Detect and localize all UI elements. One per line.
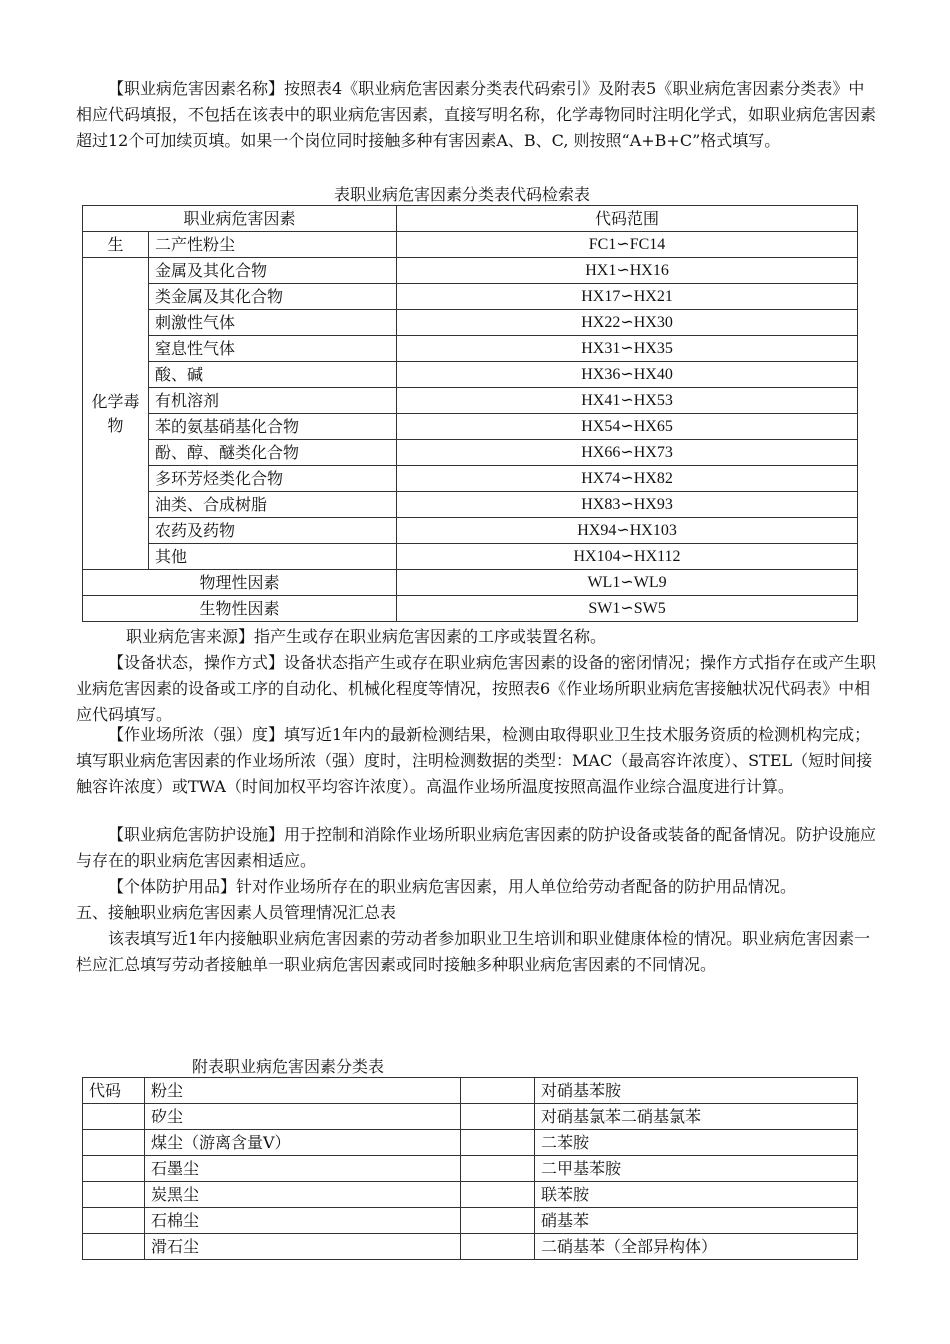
table-row (83, 544, 858, 570)
factor-name-cell: 油类、合成树脂 (149, 492, 397, 518)
header-factor: 职业病危害因素 (83, 206, 397, 232)
factor-name-cell: 类金属及其化合物 (149, 284, 397, 310)
table-row (83, 1208, 858, 1234)
table-row (83, 518, 858, 544)
factor-name-cell: 有机溶剂 (149, 388, 397, 414)
table-row (83, 1104, 858, 1130)
code-range-cell: HX36∽HX40 (397, 362, 858, 388)
header-code: 代码范围 (397, 206, 858, 232)
physical-factor-cell: 物理性因素 (83, 570, 397, 596)
classification-table (82, 1077, 858, 1260)
table-row (83, 440, 858, 466)
chem-group-label: 化学毒物 (91, 391, 140, 435)
factor-name-cell: 刺激性气体 (149, 310, 397, 336)
code-range-cell: HX41∽HX53 (397, 388, 858, 414)
blank-cell (461, 1104, 535, 1130)
paragraph-workplace-concentration: 【作业场所浓（强）度】填写近1年内的最新检测结果，检测由取得职业卫生技术服务资质的检测机构完成；填写职业病危害因素的作业场所浓（强）度时，注明检测数据的类型：MAC（最高容许浓度）、STEL（短时间接触容许浓度）或TWA（时间加权平均容许浓度）。高温作业场所温度按照高温作业综合温度进行计算。 (76, 725, 873, 796)
table-row (83, 414, 858, 440)
code-range-cell: HX74∽HX82 (397, 466, 858, 492)
table-row (83, 388, 858, 414)
code-range-cell: HX31∽HX35 (397, 336, 858, 362)
table-row (83, 362, 858, 388)
table1-caption: 表职业病危害因素分类表代码检索表 (334, 185, 591, 204)
code-range-cell: HX104∽HX112 (397, 544, 858, 570)
right-factor-cell: 二甲基苯胺 (535, 1156, 858, 1182)
code-range-cell: SW1∽SW5 (397, 596, 858, 622)
left-factor-cell: 炭黑尘 (145, 1182, 461, 1208)
factor-name-cell: 其他 (149, 544, 397, 570)
right-factor-cell: 二苯胺 (535, 1130, 858, 1156)
code-range-cell: HX17∽HX21 (397, 284, 858, 310)
code-range-cell: HX22∽HX30 (397, 310, 858, 336)
table-row (83, 336, 858, 362)
code-range-cell: HX1∽HX16 (397, 258, 858, 284)
factor-name-cell: 多环芳烃类化合物 (149, 466, 397, 492)
factor-name-cell: 农药及药物 (149, 518, 397, 544)
table-row (83, 466, 858, 492)
paragraph-summary-table: 该表填写近1年内接触职业病危害因素的劳动者参加职业卫生培训和职业健康体检的情况。职业病危害因素一栏应汇总填写劳动者接触单一职业病危害因素或同时接触多种职业病危害因素的不同情况。 (76, 929, 871, 974)
code-index-table (82, 205, 858, 622)
paragraph-protective-facilities: 【职业病危害防护设施】用于控制和消除作业场所职业病危害因素的防护设备或装备的配备情况。防护设施应与存在的职业病危害因素相适应。 (76, 825, 877, 870)
blank-cell (83, 1130, 145, 1156)
code-header-cell: 代码 (83, 1078, 145, 1104)
left-factor-cell: 粉尘 (145, 1078, 461, 1104)
blank-cell (83, 1182, 145, 1208)
bio-factor-cell: 生物性因素 (83, 596, 397, 622)
table-row (83, 310, 858, 336)
left-factor-cell: 石墨尘 (145, 1156, 461, 1182)
code-range-cell: HX94∽HX103 (397, 518, 858, 544)
left-factor-cell: 石棉尘 (145, 1208, 461, 1234)
section-heading-5: 五、接触职业病危害因素人员管理情况汇总表 (76, 903, 397, 922)
table-row (83, 258, 858, 284)
code-range-cell: HX54∽HX65 (397, 414, 858, 440)
blank-cell (461, 1182, 535, 1208)
code-range-cell: HX83∽HX93 (397, 492, 858, 518)
dust-group-cell: 生 (83, 232, 149, 258)
code-range-cell: FC1∽FC14 (397, 232, 858, 258)
paragraph-factor-name: 【职业病危害因素名称】按照表4《职业病危害因素分类表代码索引》及附表5《职业病危害因素分类表》中相应代码填报，不包括在该表中的职业病危害因素，直接写明名称，化学毒物同时注明化学式，如职业病危害因素超过12个可加续页填。如果一个岗位同时接触多种有害因素A、B、C, 则按照“A+B+C”格式填写。 (76, 79, 877, 150)
factor-name-cell: 酸、碱 (149, 362, 397, 388)
factor-name-cell: 窒息性气体 (149, 336, 397, 362)
table-row (83, 492, 858, 518)
chem-group-cell (83, 258, 149, 570)
code-range-cell: HX66∽HX73 (397, 440, 858, 466)
factor-name-cell: 酚、醇、醚类化合物 (149, 440, 397, 466)
table-row (83, 1234, 858, 1260)
left-factor-cell: 煤尘（游离含量Ⅴ） (145, 1130, 461, 1156)
paragraph-equipment-status: 【设备状态，操作方式】设备状态指产生或存在职业病危害因素的设备的密闭情况；操作方式指存在或产生职业病危害因素的设备或工序的自动化、机械化程度等情况，按照表6《作业场所职业病危害接触状况代码表》中相应代码填写。 (76, 653, 877, 724)
table-row (83, 1078, 858, 1104)
blank-cell (461, 1234, 535, 1260)
table-row (83, 1182, 858, 1208)
table-row (83, 596, 858, 622)
left-factor-cell: 矽尘 (145, 1104, 461, 1130)
blank-cell (461, 1208, 535, 1234)
code-range-cell: WL1∽WL9 (397, 570, 858, 596)
paragraph-personal-protection: 【个体防护用品】针对作业场所存在的职业病危害因素，用人单位给劳动者配备的防护用品情况。 (108, 877, 797, 896)
blank-cell (83, 1234, 145, 1260)
paragraph-hazard-source: 职业病危害来源】指产生或存在职业病危害因素的工序或装置名称。 (126, 627, 607, 646)
table-header-row (83, 206, 858, 232)
blank-cell (83, 1104, 145, 1130)
table2-caption: 附表职业病危害因素分类表 (192, 1057, 385, 1076)
table-row (83, 232, 858, 258)
factor-name-cell: ⼆产性粉尘 (149, 232, 397, 258)
right-factor-cell: 对硝基氯苯二硝基氯苯 (535, 1104, 858, 1130)
table-row (83, 284, 858, 310)
blank-cell (461, 1156, 535, 1182)
blank-cell (461, 1078, 535, 1104)
table-row (83, 1130, 858, 1156)
right-factor-cell: 联苯胺 (535, 1182, 858, 1208)
right-factor-cell: 对硝基苯胺 (535, 1078, 858, 1104)
left-factor-cell: 滑石尘 (145, 1234, 461, 1260)
right-factor-cell: 硝基苯 (535, 1208, 858, 1234)
table-row (83, 1156, 858, 1182)
blank-cell (83, 1156, 145, 1182)
right-factor-cell: 二硝基苯（全部异构体） (535, 1234, 858, 1260)
blank-cell (461, 1130, 535, 1156)
factor-name-cell: 苯的氨基硝基化合物 (149, 414, 397, 440)
factor-name-cell: 金属及其化合物 (149, 258, 397, 284)
blank-cell (83, 1208, 145, 1234)
table-row (83, 570, 858, 596)
